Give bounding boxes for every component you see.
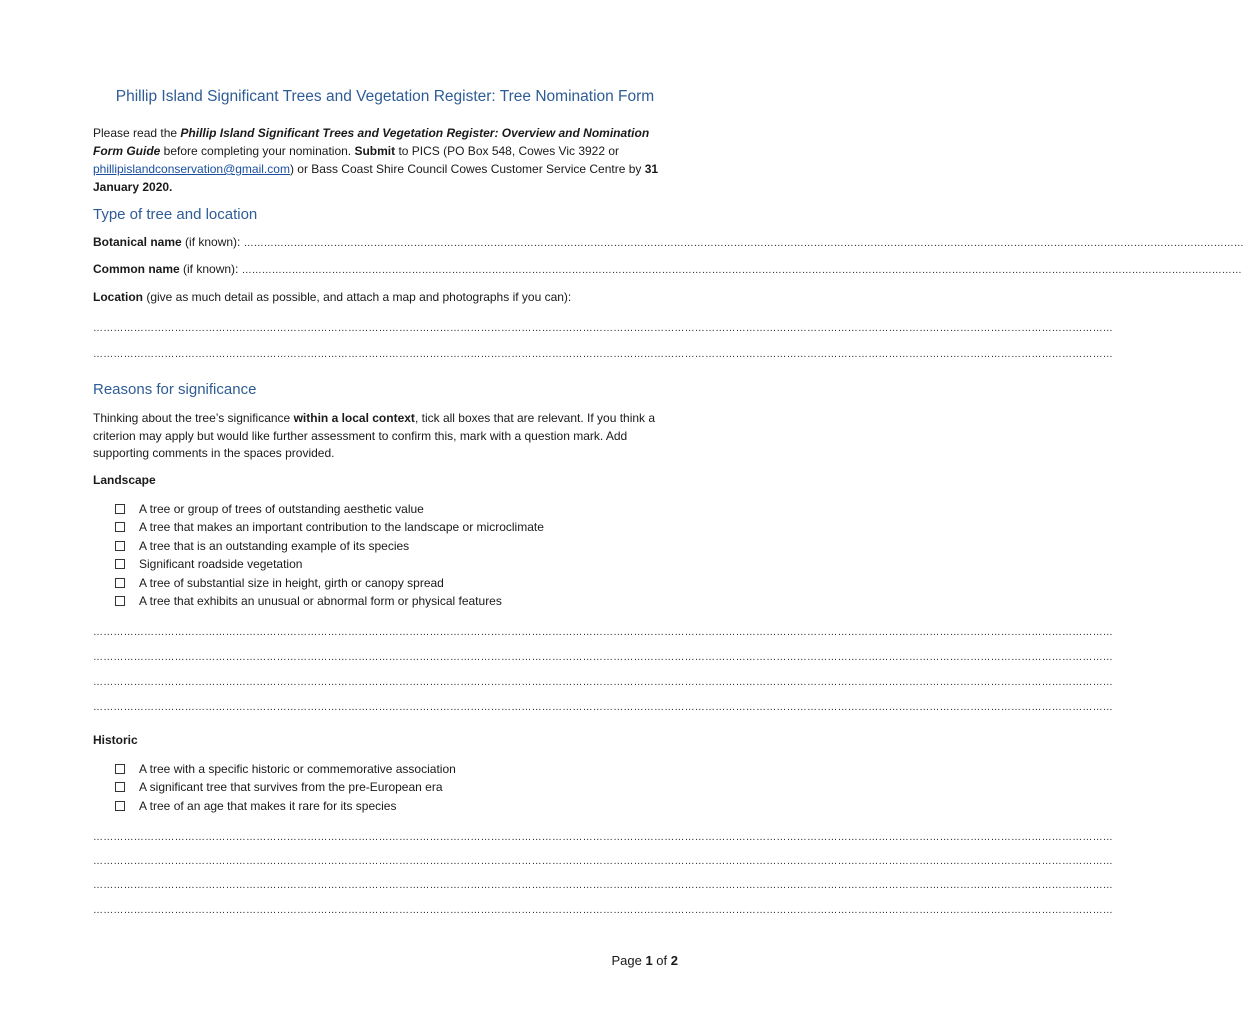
historic-heading: Historic <box>93 733 138 747</box>
checkbox[interactable] <box>115 559 125 569</box>
checkbox-item[interactable] <box>115 592 544 610</box>
checkbox-item[interactable] <box>115 778 456 796</box>
deadline-date: 31 January 2020. <box>93 162 659 194</box>
checkbox-item[interactable] <box>115 797 456 815</box>
common-name-field[interactable] <box>93 260 1242 280</box>
reasons-instructions <box>93 410 677 463</box>
landscape-heading: Landscape <box>93 473 156 487</box>
historic-comment-line-1[interactable]: ………………………………………………………………………………………………………………………………………………………………………………………………………………………………………………………………………… <box>93 832 1113 843</box>
intro-paragraph <box>93 124 677 196</box>
submit-label: Submit <box>354 144 396 158</box>
checkbox-label: A significant tree that survives from the pre-European era <box>139 780 443 795</box>
landscape-comment-line-1[interactable]: ………………………………………………………………………………………………………………………………………………………………………………………………………………………………………………………………………… <box>93 627 1113 638</box>
location-hint: (give as much detail as possible, and attach a map and photographs if you can): <box>143 290 572 304</box>
page-word: Page <box>611 953 646 968</box>
checkbox-item[interactable] <box>115 518 544 536</box>
checkbox-label: A tree of substantial size in height, girth or canopy spread <box>139 575 444 590</box>
guide-title: Phillip Island Significant Trees and Vegetation Register: Overview and Nomination Form Guide <box>93 126 650 158</box>
checkbox-label: Significant roadside vegetation <box>139 557 303 572</box>
email-link[interactable]: phillipislandconservation@gmail.com <box>93 162 290 176</box>
common-name-hint: (if known): <box>179 262 242 276</box>
checkbox-label: A tree with a specific historic or commemorative association <box>139 762 456 776</box>
common-name-label: Common name <box>93 262 180 276</box>
reasons-text-1: Thinking about the tree’s significance <box>93 411 294 425</box>
checkbox-item[interactable] <box>115 574 544 592</box>
section-heading-type-location: Type of tree and location <box>93 206 258 223</box>
page-number <box>611 953 678 968</box>
intro-text-3: to PICS (PO Box 548, Cowes Vic 3922 or <box>395 144 620 158</box>
checkbox-label: A tree that exhibits an unusual or abnormal form or physical features <box>139 593 502 608</box>
intro-text-1: Please read the <box>93 126 181 140</box>
historic-comment-line-2[interactable]: ………………………………………………………………………………………………………………………………………………………………………………………………………………………………………………………………………… <box>93 856 1113 867</box>
location-line-1[interactable]: ………………………………………………………………………………………………………………………………………………………………………………………………………………………………………………………………………… <box>93 323 1113 334</box>
botanical-name-label: Botanical name <box>93 235 182 249</box>
checkbox-label: A tree that is an outstanding example of its species <box>139 538 410 553</box>
checkbox-item[interactable] <box>115 500 544 518</box>
landscape-checklist <box>115 500 544 610</box>
historic-checklist <box>115 760 456 815</box>
checkbox-item[interactable] <box>115 555 544 573</box>
checkbox-item[interactable] <box>115 537 544 555</box>
landscape-comment-line-2[interactable]: ………………………………………………………………………………………………………………………………………………………………………………………………………………………………………………………………………… <box>93 652 1113 663</box>
botanical-name-field[interactable] <box>93 233 1244 253</box>
checkbox[interactable] <box>115 596 125 606</box>
checkbox[interactable] <box>115 801 125 811</box>
landscape-comment-line-3[interactable]: ………………………………………………………………………………………………………………………………………………………………………………………………………………………………………………………………………… <box>93 677 1113 688</box>
historic-comment-line-3[interactable]: ………………………………………………………………………………………………………………………………………………………………………………………………………………………………………………………………………… <box>93 880 1113 891</box>
location-label: Location <box>93 290 143 304</box>
checkbox[interactable] <box>115 764 125 774</box>
reasons-text-2: , tick all boxes that are relevant. If you think a criterion may apply but would like further assessment to confirm this, mark with a question mark. Add supporting comments in the spaces provided. <box>93 411 656 460</box>
page-title: Phillip Island Significant Trees and Vegetation Register: Tree Nomination Form <box>115 88 655 105</box>
checkbox-label: A tree or group of trees of outstanding aesthetic value <box>139 502 424 516</box>
total-pages: 2 <box>670 953 678 968</box>
botanical-name-hint: (if known): <box>181 235 244 249</box>
checkbox-label: A tree of an age that makes it rare for its species <box>139 798 397 813</box>
section-heading-reasons: Reasons for significance <box>93 381 257 398</box>
location-field-label <box>93 288 677 306</box>
checkbox[interactable] <box>115 504 125 514</box>
checkbox[interactable] <box>115 522 125 532</box>
checkbox[interactable] <box>115 782 125 792</box>
reasons-text-bold: within a local context <box>293 411 415 425</box>
historic-comment-line-4[interactable]: ………………………………………………………………………………………………………………………………………………………………………………………………………………………………………………………………………… <box>93 905 1113 916</box>
of-word: of <box>652 953 671 968</box>
checkbox[interactable] <box>115 578 125 588</box>
current-page: 1 <box>645 953 653 968</box>
intro-text-2: before completing your nomination. <box>160 144 355 158</box>
checkbox-item[interactable] <box>115 760 456 778</box>
common-name-dots: ………………………………………………………………………………………………………………………………………………………………………………………………………………………………………………………………………… <box>241 265 1242 276</box>
landscape-comment-line-4[interactable]: ………………………………………………………………………………………………………………………………………………………………………………………………………………………………………………………………………… <box>93 702 1113 713</box>
intro-text-4: ) or Bass Coast Shire Council Cowes Customer Service Centre by <box>289 162 645 176</box>
checkbox-label: A tree that makes an important contribution to the landscape or microclimate <box>139 520 544 535</box>
location-line-2[interactable]: ………………………………………………………………………………………………………………………………………………………………………………………………………………………………………………………………………… <box>93 349 1113 360</box>
checkbox[interactable] <box>115 541 125 551</box>
botanical-name-dots: ………………………………………………………………………………………………………………………………………………………………………………………………………………………………………………………………………… <box>243 238 1244 249</box>
